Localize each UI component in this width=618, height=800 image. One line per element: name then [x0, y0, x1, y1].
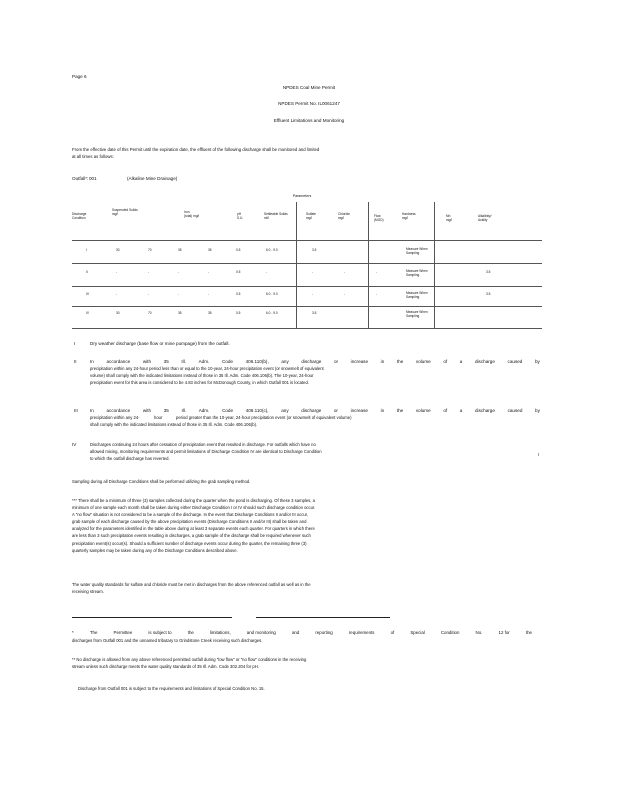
word: discharge	[475, 408, 495, 413]
word: Adm.	[198, 408, 210, 413]
word: In	[90, 408, 94, 413]
footnote-rule-right	[256, 617, 390, 618]
word: volume	[415, 359, 431, 364]
footnote-2-line-2: stream unless such discharge meets the water quality standards of 35 Ill. Adm. Code 302.204 for pH.	[72, 664, 259, 669]
sampling-note: Measure When Sampling	[406, 247, 428, 255]
condition-3-line-2b: hour	[154, 415, 163, 420]
condition-2-line-1	[90, 359, 540, 365]
outfall-number: 001	[89, 176, 97, 181]
word: Ill.	[181, 359, 186, 364]
condition-4-line-1: Discharges continuing 24 hours after cessation of precipitation event that resulted in discharge. For outfalls which have no	[90, 442, 316, 447]
word: or	[333, 408, 338, 413]
word: requirements	[348, 630, 375, 635]
header-flow: Flow (MGD)	[374, 214, 384, 223]
footnote-1-line-1	[72, 630, 532, 636]
document-title: NPDES Coal Mine Permit	[282, 85, 336, 90]
sampling-note: Measure When Sampling	[406, 310, 428, 318]
condition-1-number: I	[74, 341, 76, 346]
word: caused	[507, 359, 523, 364]
condition-3-line-2a: precipitation within any 24-	[90, 415, 140, 420]
condition-3-line-2c: period greater than the 10-year, 24-hour precipitation event (or snowmelt of equivalent volume)	[176, 415, 352, 420]
word: The	[89, 630, 98, 635]
word: Condition	[440, 630, 460, 635]
condition-4-line-3: to which the outfall discharge has reverted.	[90, 456, 170, 461]
condition-2-line-2: precipitation within any 24-hour period less than or equal to the 10-year, 24-hour precipitation event (or snowmelt of equivalent	[90, 366, 324, 371]
footnote-1-line-2: discharges from Outfall 001 and the unnamed tributary to Grindstone Creek receiving such discharges.	[72, 638, 263, 643]
word: the	[396, 359, 404, 364]
sampling-note: Measure When Sampling	[406, 291, 428, 299]
word: of	[443, 359, 448, 364]
word: the	[396, 408, 404, 413]
condition-3-number: III	[74, 408, 78, 413]
condition-2-number: II	[74, 359, 77, 364]
word: *	[72, 630, 74, 635]
word: and	[291, 630, 300, 635]
word: Ill.	[181, 408, 187, 413]
word: in	[380, 359, 385, 364]
word: Special	[410, 630, 425, 635]
word: is subject to	[148, 630, 172, 635]
word: accordance	[106, 359, 131, 364]
header-alkalinity: Alkalinity/ Acidity	[478, 214, 492, 223]
outfall-type: (Alkaline Mine Drainage)	[127, 176, 178, 181]
permit-number: NPDES Permit No. IL0061247	[278, 101, 340, 106]
header-suspended-solids: Suspended Solids mg/l	[112, 208, 138, 217]
word: limitations,	[209, 630, 231, 635]
word: with	[142, 408, 152, 413]
word: 12 for	[498, 630, 510, 635]
header-sulfate: Sulfate mg/l	[306, 212, 316, 221]
word: discharge	[474, 359, 495, 364]
condition-2-line-4: precipitation event for this area is considered to be 4.83 inches for McDonough County, in which Outfall 001 is located.	[90, 380, 309, 385]
word: the	[525, 630, 532, 635]
condition-4-line-2: allowed mixing, monitoring requirements and permit limitations of Discharge Condition IV are identical to Discharge Condition	[90, 449, 322, 454]
word: 406.110(c),	[245, 408, 269, 413]
effluent-table: Parameters Discharge Condition Suspended Solids mg/l Iron (total) mg/l Settleable Solids ml/l pH S.U. Sulfate mg/l Chloride mg/l Flow (MGD) Hardness mg/l Mn mg/l Alkalinity/ Acidity I 30 70 35 35 0.5 6.0 - 9.0 3.5 Measure When Sampling II - - - - 0.5 - - - - Measure When Sampling 3.5 III - - - - 0.5 6.0 - 9.0 - - - Measure When Sampling 3.5 IV 30 70 35 35 0.5 6.0 - 9.0 3.5 Measure When Sampling	[72, 194, 542, 328]
word: caused	[507, 408, 523, 413]
word: a	[459, 359, 463, 364]
word: 35	[163, 408, 169, 413]
intro-line-1: From the effective date of this Permit until the expiration date, the effluent of the following discharge shall be monitored and limited	[72, 147, 320, 152]
footnote-2-line-1: ** No discharge is allowed from any above referenced permitted outfall during "low flow" or "no flow" conditions in the receiving	[72, 657, 307, 662]
word: discharge	[301, 359, 322, 364]
header-ph: pH S.U.	[237, 212, 244, 221]
sampling-note: Measure When Sampling	[406, 269, 428, 277]
word: with	[142, 359, 152, 364]
condition-3-line-3: shall comply with the indicated limitations instead of those in 35 Ill. Adm. Code 406.106(b).	[90, 422, 258, 427]
word: and monitoring	[246, 630, 276, 635]
word: a	[459, 408, 463, 413]
header-settleable-solids: Settleable Solids ml/l	[264, 212, 288, 221]
word: increase	[350, 408, 368, 413]
word: No.	[475, 630, 483, 635]
word: discharge	[301, 408, 322, 413]
word: by	[534, 359, 540, 364]
word: any	[281, 408, 289, 413]
word: In	[90, 359, 94, 364]
word: of	[390, 630, 395, 635]
header-mn: Mn mg/l	[446, 214, 453, 223]
condition-3-line-1	[90, 408, 540, 414]
word: Adm.	[198, 359, 210, 364]
header-discharge-condition: Discharge Condition	[72, 212, 87, 221]
word: volume	[415, 408, 431, 413]
word: the	[187, 630, 194, 635]
parameters-label: Parameters	[292, 194, 312, 198]
header-hardness: Hardness mg/l	[402, 212, 416, 221]
intro-line-2: at all times as follows:	[72, 154, 114, 159]
word: of	[443, 408, 448, 413]
section-title: Effluent Limitations and Monitoring	[273, 118, 345, 123]
condition-4-number: IV	[72, 442, 77, 447]
header-chloride: Chloride mg/l	[338, 212, 350, 221]
condition-4-line-2-end: I	[538, 452, 540, 457]
footnote-3: Discharge from Outfall 001 is subject to the requirements and limitations of Special Condition No. 15.	[78, 686, 265, 691]
word: 35	[163, 359, 169, 364]
word: in	[380, 408, 385, 413]
outfall-label: Outfall*:	[72, 176, 89, 181]
word: accordance	[106, 408, 131, 413]
word: or	[333, 359, 339, 364]
word: increase	[350, 359, 369, 364]
word: Permittee	[113, 630, 133, 635]
word: reporting	[315, 630, 333, 635]
word: 406.110(b),	[245, 359, 269, 364]
header-iron: Iron (total) mg/l	[184, 210, 200, 219]
condition-2-line-3: volume) shall comply with the indicated limitations instead of those in 35 Ill. Adm. Code 406.106(b). The 10-year, 24-hour	[90, 373, 314, 378]
sampling-method: Sampling during all Discharge Conditions shall be performed utilizing the grab sampling method.	[72, 479, 251, 484]
sampling-paragraph: *** There shall be a minimum of three (3) samples collected during the quarter when the pond is discharging. Of these 3 samples, a minimum of one sample each month shall be taken during either Discharge Condition I or IV should such discharge condition occur. A "no flow" situation is not considered to be a sample of the discharge. In the event that Discharge Conditions II and/or III occur, grab sample of each discharge caused by the above precipitation events (Discharge Conditions II and/or III) shall be taken and analyzed for the parameters identified in the table above during at least 3 separate events each quarter. For quarters in which there are less than 3 such precipitation events resulting in discharges, a grab sample of the discharge shall be required whenever such precipitation event(s) occur(s). Should a sufficient number of discharge events occur during the quarter, the remaining three (3) quarterly samples may be taken during any of the Discharge Conditions described above.	[72, 498, 316, 553]
page-number: Page 6	[72, 74, 87, 79]
word: Code	[222, 408, 234, 413]
word: Code	[221, 359, 233, 364]
word: any	[281, 359, 289, 364]
word: by	[535, 408, 540, 413]
water-quality-paragraph: The water quality standards for sulfate and chloride must be met in discharges from the above referenced outfall as well as in the receiving stream.	[72, 582, 311, 595]
condition-1-text: Dry weather discharge (base flow or mine pumpage) from the outfall.	[90, 341, 230, 346]
footnote-rule-left	[72, 617, 232, 618]
